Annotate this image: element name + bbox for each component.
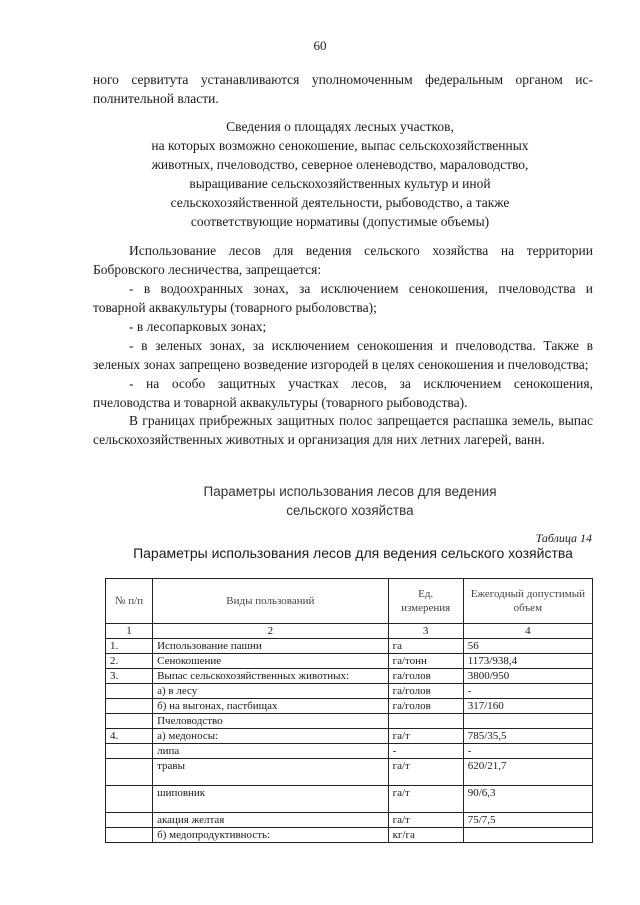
- table-row: [106, 729, 593, 744]
- heading-line: животных, пчеловодство, северное оленеводство, мараловодство,: [151, 157, 529, 172]
- section-heading: [80, 117, 600, 231]
- cell-kind: а) медоносы:: [153, 729, 388, 744]
- cell-unit: кг/га: [388, 828, 463, 843]
- header-unit: Ед. измерения: [388, 579, 463, 624]
- cell-volume: 317/160: [463, 699, 592, 714]
- cell-volume: 1173/938,4: [463, 654, 592, 669]
- cell-unit: -: [388, 744, 463, 759]
- cell-unit: га/т: [388, 729, 463, 744]
- table-row: [106, 669, 593, 684]
- paragraph-main: В границах прибрежных защитных полос запрещается распашка земель, выпас сельскохозяйственных животных и организация для них летних лагерей, ванн.: [93, 413, 593, 447]
- header-kind: Виды пользований: [153, 579, 388, 624]
- table-numbering-row: [106, 624, 593, 639]
- cell-kind: травы: [153, 759, 388, 786]
- cell-kind: Пчеловодство: [153, 714, 388, 729]
- paragraph-bullet: - в зеленых зонах, за исключением сенокошения и пчеловодства. Также в зеленых зонах запрещено возведение изгородей в целях сенокошения и пчеловодства;: [93, 338, 593, 372]
- cell-kind: б) на выгонах, пастбищах: [153, 699, 388, 714]
- table-header-row: [106, 579, 593, 624]
- paragraph-bullet: - в лесопарковых зонах;: [129, 319, 267, 334]
- numbering-cell: 1: [106, 624, 153, 639]
- page-number: 60: [313, 38, 327, 53]
- subtitle-line: сельского хозяйства: [286, 503, 414, 518]
- cell-unit: га/тонн: [388, 654, 463, 669]
- cell-unit: га: [388, 639, 463, 654]
- table-row: [106, 813, 593, 828]
- table-row: [106, 684, 593, 699]
- cell-no: 2.: [106, 654, 153, 669]
- cell-volume: 90/6,3: [463, 786, 592, 813]
- numbering-cell: 2: [153, 624, 388, 639]
- cell-no: [106, 714, 153, 729]
- heading-line: выращивание сельскохозяйственных культур и иной: [189, 176, 491, 191]
- cell-kind: Сенокошение: [153, 654, 388, 669]
- heading-line: соответствующие нормативы (допустимые объемы): [190, 214, 490, 229]
- cell-no: 3.: [106, 669, 153, 684]
- cell-no: [106, 699, 153, 714]
- cell-volume: [463, 714, 592, 729]
- paragraph-main: Использование лесов для ведения сельского хозяйства на территории Бобровского лесничества, запрещается:: [93, 243, 593, 277]
- cell-volume: 785/35,5: [463, 729, 592, 744]
- cell-volume: [463, 828, 592, 843]
- cell-volume: 75/7,5: [463, 813, 592, 828]
- cell-volume: 620/21,7: [463, 759, 592, 786]
- table-row: [106, 786, 593, 813]
- subtitle: [100, 482, 600, 520]
- cell-kind: Выпас сельскохозяйственных животных:: [153, 669, 388, 684]
- cell-kind: а) в лесу: [153, 684, 388, 699]
- cell-no: [106, 684, 153, 699]
- header-no: № п/п: [106, 579, 153, 624]
- cell-kind: липа: [153, 744, 388, 759]
- table-row: [106, 744, 593, 759]
- subtitle-line: Параметры использования лесов для ведения: [203, 484, 497, 499]
- cell-volume: 3800/950: [463, 669, 592, 684]
- cell-no: 1.: [106, 639, 153, 654]
- cell-unit: га/т: [388, 786, 463, 813]
- cell-volume: -: [463, 744, 592, 759]
- cell-no: [106, 828, 153, 843]
- numbering-cell: 4: [463, 624, 592, 639]
- table-row: [106, 699, 593, 714]
- heading-line: на которых возможно сенокошение, выпас сельскохозяйственных: [151, 138, 529, 153]
- cell-unit: [388, 714, 463, 729]
- cell-unit: га/т: [388, 813, 463, 828]
- table-label: Таблица 14: [535, 531, 592, 545]
- header-volume: Ежегодный допустимый объем: [463, 579, 592, 624]
- cell-no: [106, 813, 153, 828]
- intro-paragraph: ного сервитута устанавливаются уполномоченным федеральным органом ис-полнительной власти.: [93, 72, 593, 106]
- cell-unit: га/голов: [388, 699, 463, 714]
- heading-line: сельскохозяйственной деятельности, рыбоводство, а также: [170, 195, 510, 210]
- cell-unit: га/т: [388, 759, 463, 786]
- cell-no: [106, 786, 153, 813]
- cell-kind: акация желтая: [153, 813, 388, 828]
- table-row: [106, 828, 593, 843]
- paragraph-bullet: - на особо защитных участках лесов, за исключением сенокошения, пчеловодства и товарной аквакультуры (товарного рыбоводства).: [93, 376, 593, 410]
- cell-volume: -: [463, 684, 592, 699]
- table-row: [106, 759, 593, 786]
- table-title: Параметры использования лесов для ведения сельского хозяйства: [133, 545, 573, 561]
- cell-volume: 56: [463, 639, 592, 654]
- cell-no: [106, 759, 153, 786]
- cell-no: [106, 744, 153, 759]
- cell-unit: га/голов: [388, 669, 463, 684]
- cell-unit: га/голов: [388, 684, 463, 699]
- table-row: [106, 654, 593, 669]
- heading-line: Сведения о площадях лесных участков,: [226, 119, 454, 134]
- cell-kind: б) медопродуктивность:: [153, 828, 388, 843]
- cell-kind: Использование пашни: [153, 639, 388, 654]
- table-row: [106, 639, 593, 654]
- numbering-cell: 3: [388, 624, 463, 639]
- cell-no: 4.: [106, 729, 153, 744]
- table-row: [106, 714, 593, 729]
- parameters-table: [105, 578, 593, 843]
- paragraph-bullet: - в водоохранных зонах, за исключением сенокошения, пчеловодства и товарной аквакультуры (товарного рыболовства);: [93, 281, 593, 315]
- cell-kind: шиповник: [153, 786, 388, 813]
